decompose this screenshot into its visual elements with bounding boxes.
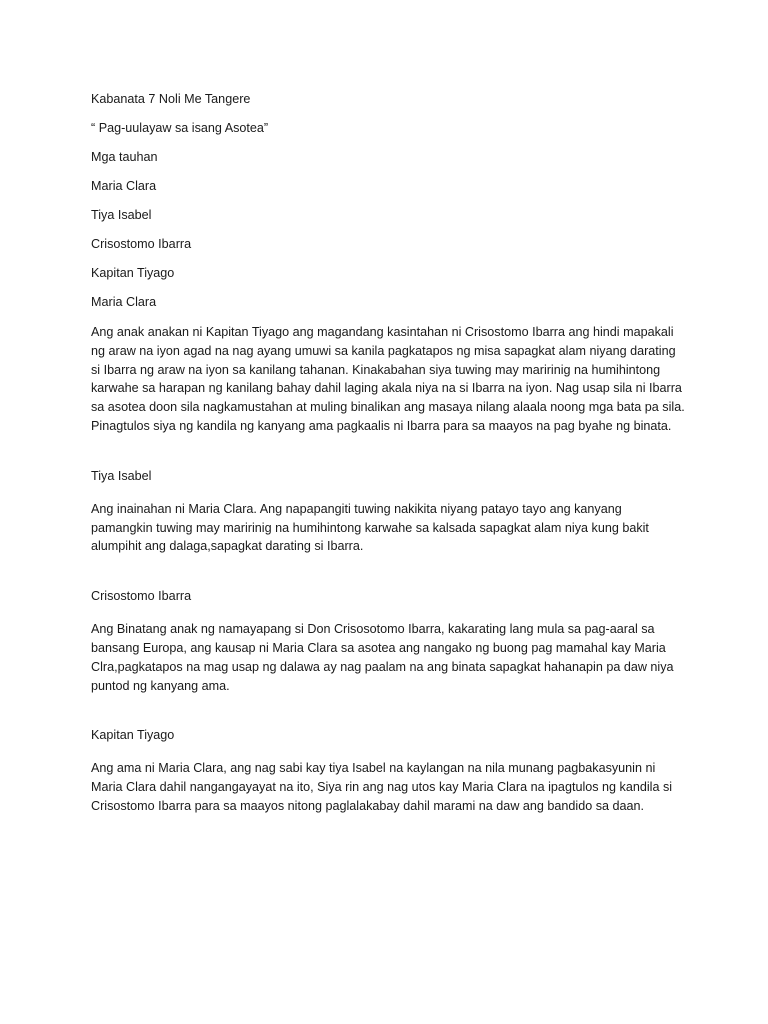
paragraph-line: Clra,pagkatapos na mag usap ng dalawa ay nag paalam na ang binata sapagkat hahanapin pa daw niya xyxy=(91,659,674,674)
paragraph-line: Ang inainahan ni Maria Clara. Ang napapangiti tuwing nakikita niyang patayo tayo ang kanyang xyxy=(91,501,622,516)
section-body-crisostomo-ibarra xyxy=(91,620,691,695)
paragraph-line: sa asotea doon sila nagkamustahan at muling binalikan ang masaya nilang alaala noong mga bata pa sila. xyxy=(91,400,685,415)
document-subtitle: “ Pag-uulayaw sa isang Asotea” xyxy=(91,121,269,135)
character-list-item: Kapitan Tiyago xyxy=(91,266,175,280)
paragraph-line: alumpihit ang dalaga,sapagkat darating si Ibarra. xyxy=(91,539,364,554)
paragraph-line: Ang Binatang anak ng namayapang si Don Crisosotomo Ibarra, kakarating lang mula sa pag-aaral sa xyxy=(91,622,655,637)
paragraph-line: puntod ng kanyang ama. xyxy=(91,678,230,693)
paragraph-line: Pinagtulos siya ng kandila ng kanyang ama pagkaalis ni Ibarra para sa maayos na pag byahe ng binata. xyxy=(91,418,672,433)
paragraph-line: Ang anak anakan ni Kapitan Tiyago ang magandang kasintahan ni Crisostomo Ibarra ang hindi mapakali xyxy=(91,325,674,339)
document-page xyxy=(91,92,691,849)
section-body-kapitan-tiyago xyxy=(91,759,691,815)
paragraph-line: si Ibarra ng araw na iyon sa kanilang tahanan. Kinakabahan siya tuwing may maririnig na humihintong xyxy=(91,362,661,377)
paragraph-line: bansang Europa, ang kausap ni Maria Clara sa asotea ang nangako ng buong pag mamahal kay Maria xyxy=(91,640,666,655)
character-list-item: Maria Clara xyxy=(91,179,157,193)
character-list-item: Tiya Isabel xyxy=(91,208,152,222)
characters-heading: Mga tauhan xyxy=(91,150,158,164)
paragraph-line: karwahe sa harapan ng kanilang bahay dahil laging akala niya na si Ibarra na iyon. Nag usap sila ni Ibarra xyxy=(91,381,682,396)
paragraph-line: ng araw na iyon agad na nag ayang umuwi sa kanila pagkatapos ng misa sapagkat alam niyang darating xyxy=(91,343,676,358)
section-heading-tiya-isabel: Tiya Isabel xyxy=(91,468,152,483)
paragraph-line: Maria Clara dahil nangangayayat na ito, Siya rin ang nag utos kay Maria Clara na ipagtulos ng kandila si xyxy=(91,780,673,795)
section-heading-maria-clara: Maria Clara xyxy=(91,295,157,309)
document-title: Kabanata 7 Noli Me Tangere xyxy=(91,92,251,106)
paragraph-line: Crisostomo Ibarra para sa maayos nitong paglalakabay dahil marami na daw ang bandido sa daan. xyxy=(91,798,645,813)
paragraph-line: Ang ama ni Maria Clara, ang nag sabi kay tiya Isabel na kaylangan na nila munang pagbakasyunin ni xyxy=(91,761,656,776)
character-list-item: Crisostomo Ibarra xyxy=(91,237,192,251)
section-body-tiya-isabel xyxy=(91,500,691,556)
section-body-maria-clara xyxy=(91,323,691,436)
section-heading-crisostomo-ibarra: Crisostomo Ibarra xyxy=(91,589,192,604)
paragraph-line: pamangkin tuwing may maririnig na humihintong karwahe sa kalsada sapagkat alam niya kung bakit xyxy=(91,520,649,535)
section-heading-kapitan-tiyago: Kapitan Tiyago xyxy=(91,728,175,743)
